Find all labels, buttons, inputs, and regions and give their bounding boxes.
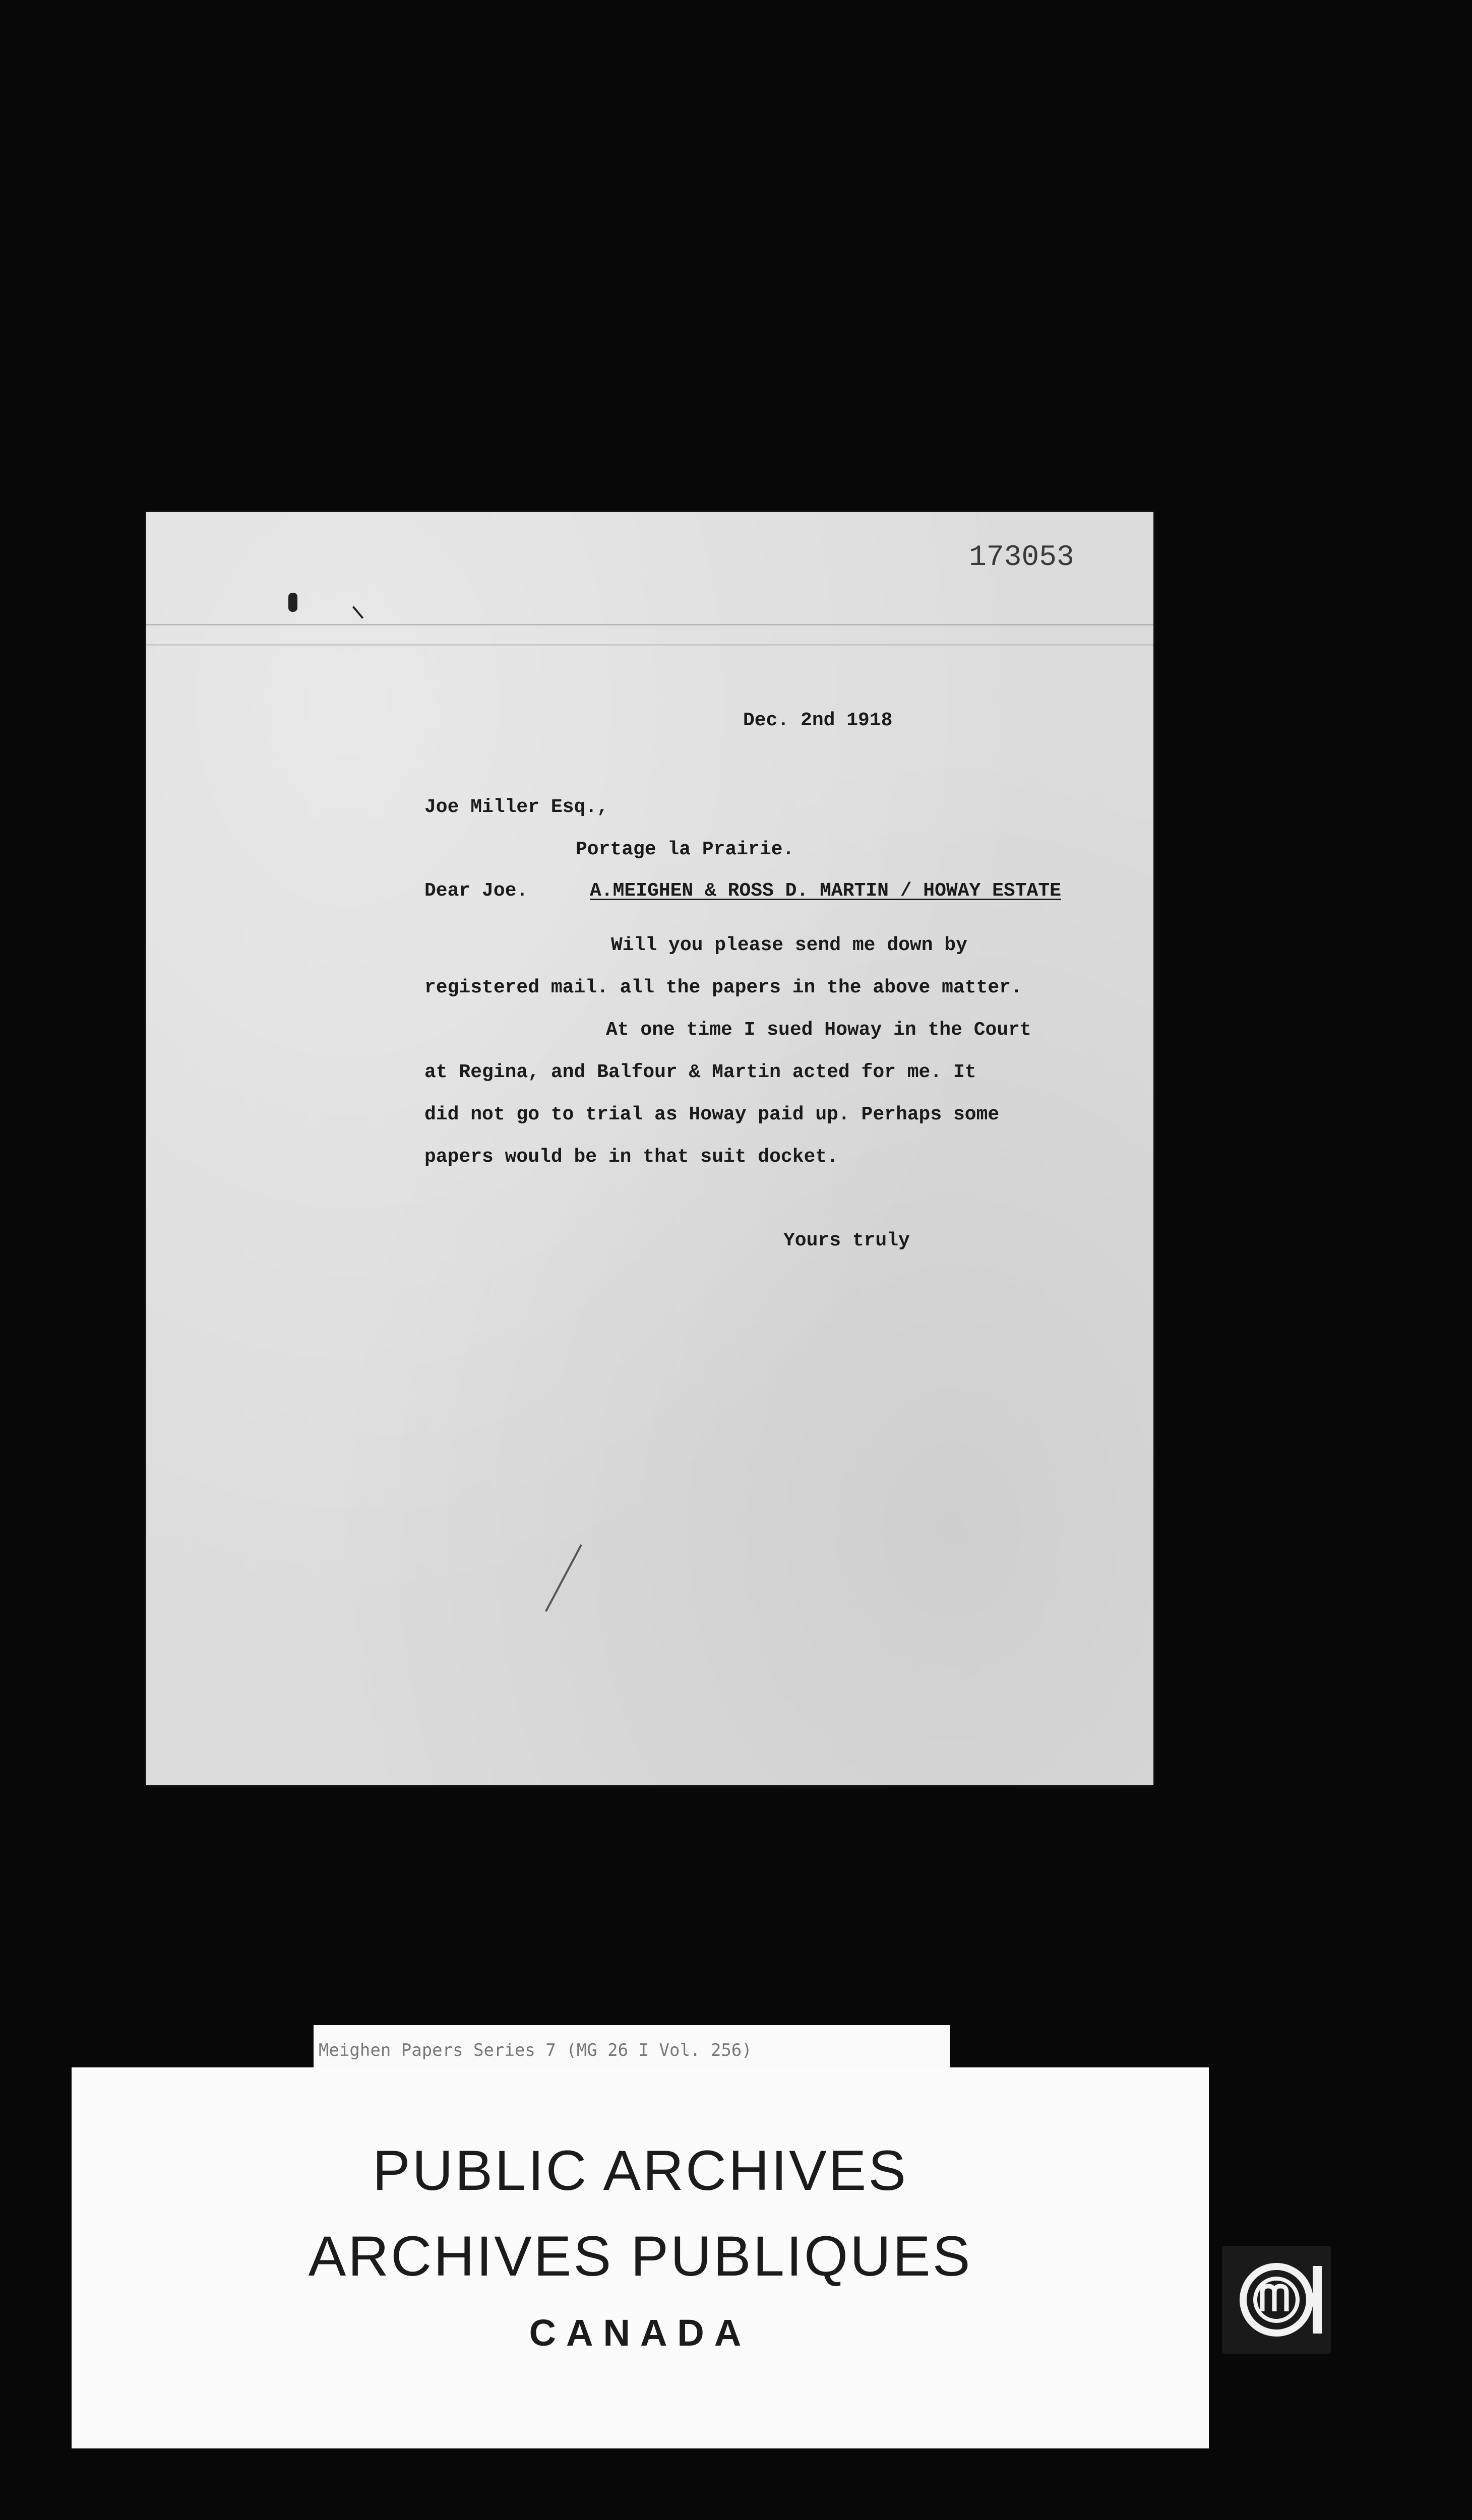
archive-line-country: CANADA: [529, 2312, 752, 2354]
subject-line: A.MEIGHEN & ROSS D. MARTIN / HOWAY ESTATE: [590, 880, 1061, 902]
public-archives-label: [72, 2067, 1209, 2448]
letter-date: Dec. 2nd 1918: [743, 710, 893, 731]
letter-page: [146, 512, 1153, 1785]
pen-stroke: [545, 1544, 582, 1612]
recipient-place: Portage la Prairie.: [576, 839, 794, 860]
closing: Yours truly: [783, 1230, 910, 1251]
body-line-3: At one time I sued Howay in the Court: [606, 1019, 1031, 1041]
archive-line-english: PUBLIC ARCHIVES: [372, 2139, 908, 2202]
document-number: 173053: [969, 541, 1074, 574]
slip-reference: Meighen Papers Series 7 (MG 26 I Vol. 256): [319, 2040, 752, 2060]
microfilm-logo-icon: [1222, 2246, 1331, 2354]
ink-mark: [288, 593, 297, 612]
body-line-2: registered mail. all the papers in the above matter.: [424, 977, 1022, 998]
recipient-name: Joe Miller Esq.,: [424, 796, 608, 818]
pen-mark: [352, 606, 363, 619]
salutation: Dear Joe.: [424, 880, 528, 902]
body-line-6: papers would be in that suit docket.: [424, 1146, 838, 1168]
bleed-through-letterhead: [427, 578, 984, 658]
body-line-4: at Regina, and Balfour & Martin acted for me. It: [424, 1061, 976, 1083]
archive-line-french: ARCHIVES PUBLIQUES: [308, 2225, 972, 2288]
body-line-1: Will you please send me down by: [611, 934, 967, 956]
body-line-5: did not go to trial as Howay paid up. Perhaps some: [424, 1104, 1000, 1125]
